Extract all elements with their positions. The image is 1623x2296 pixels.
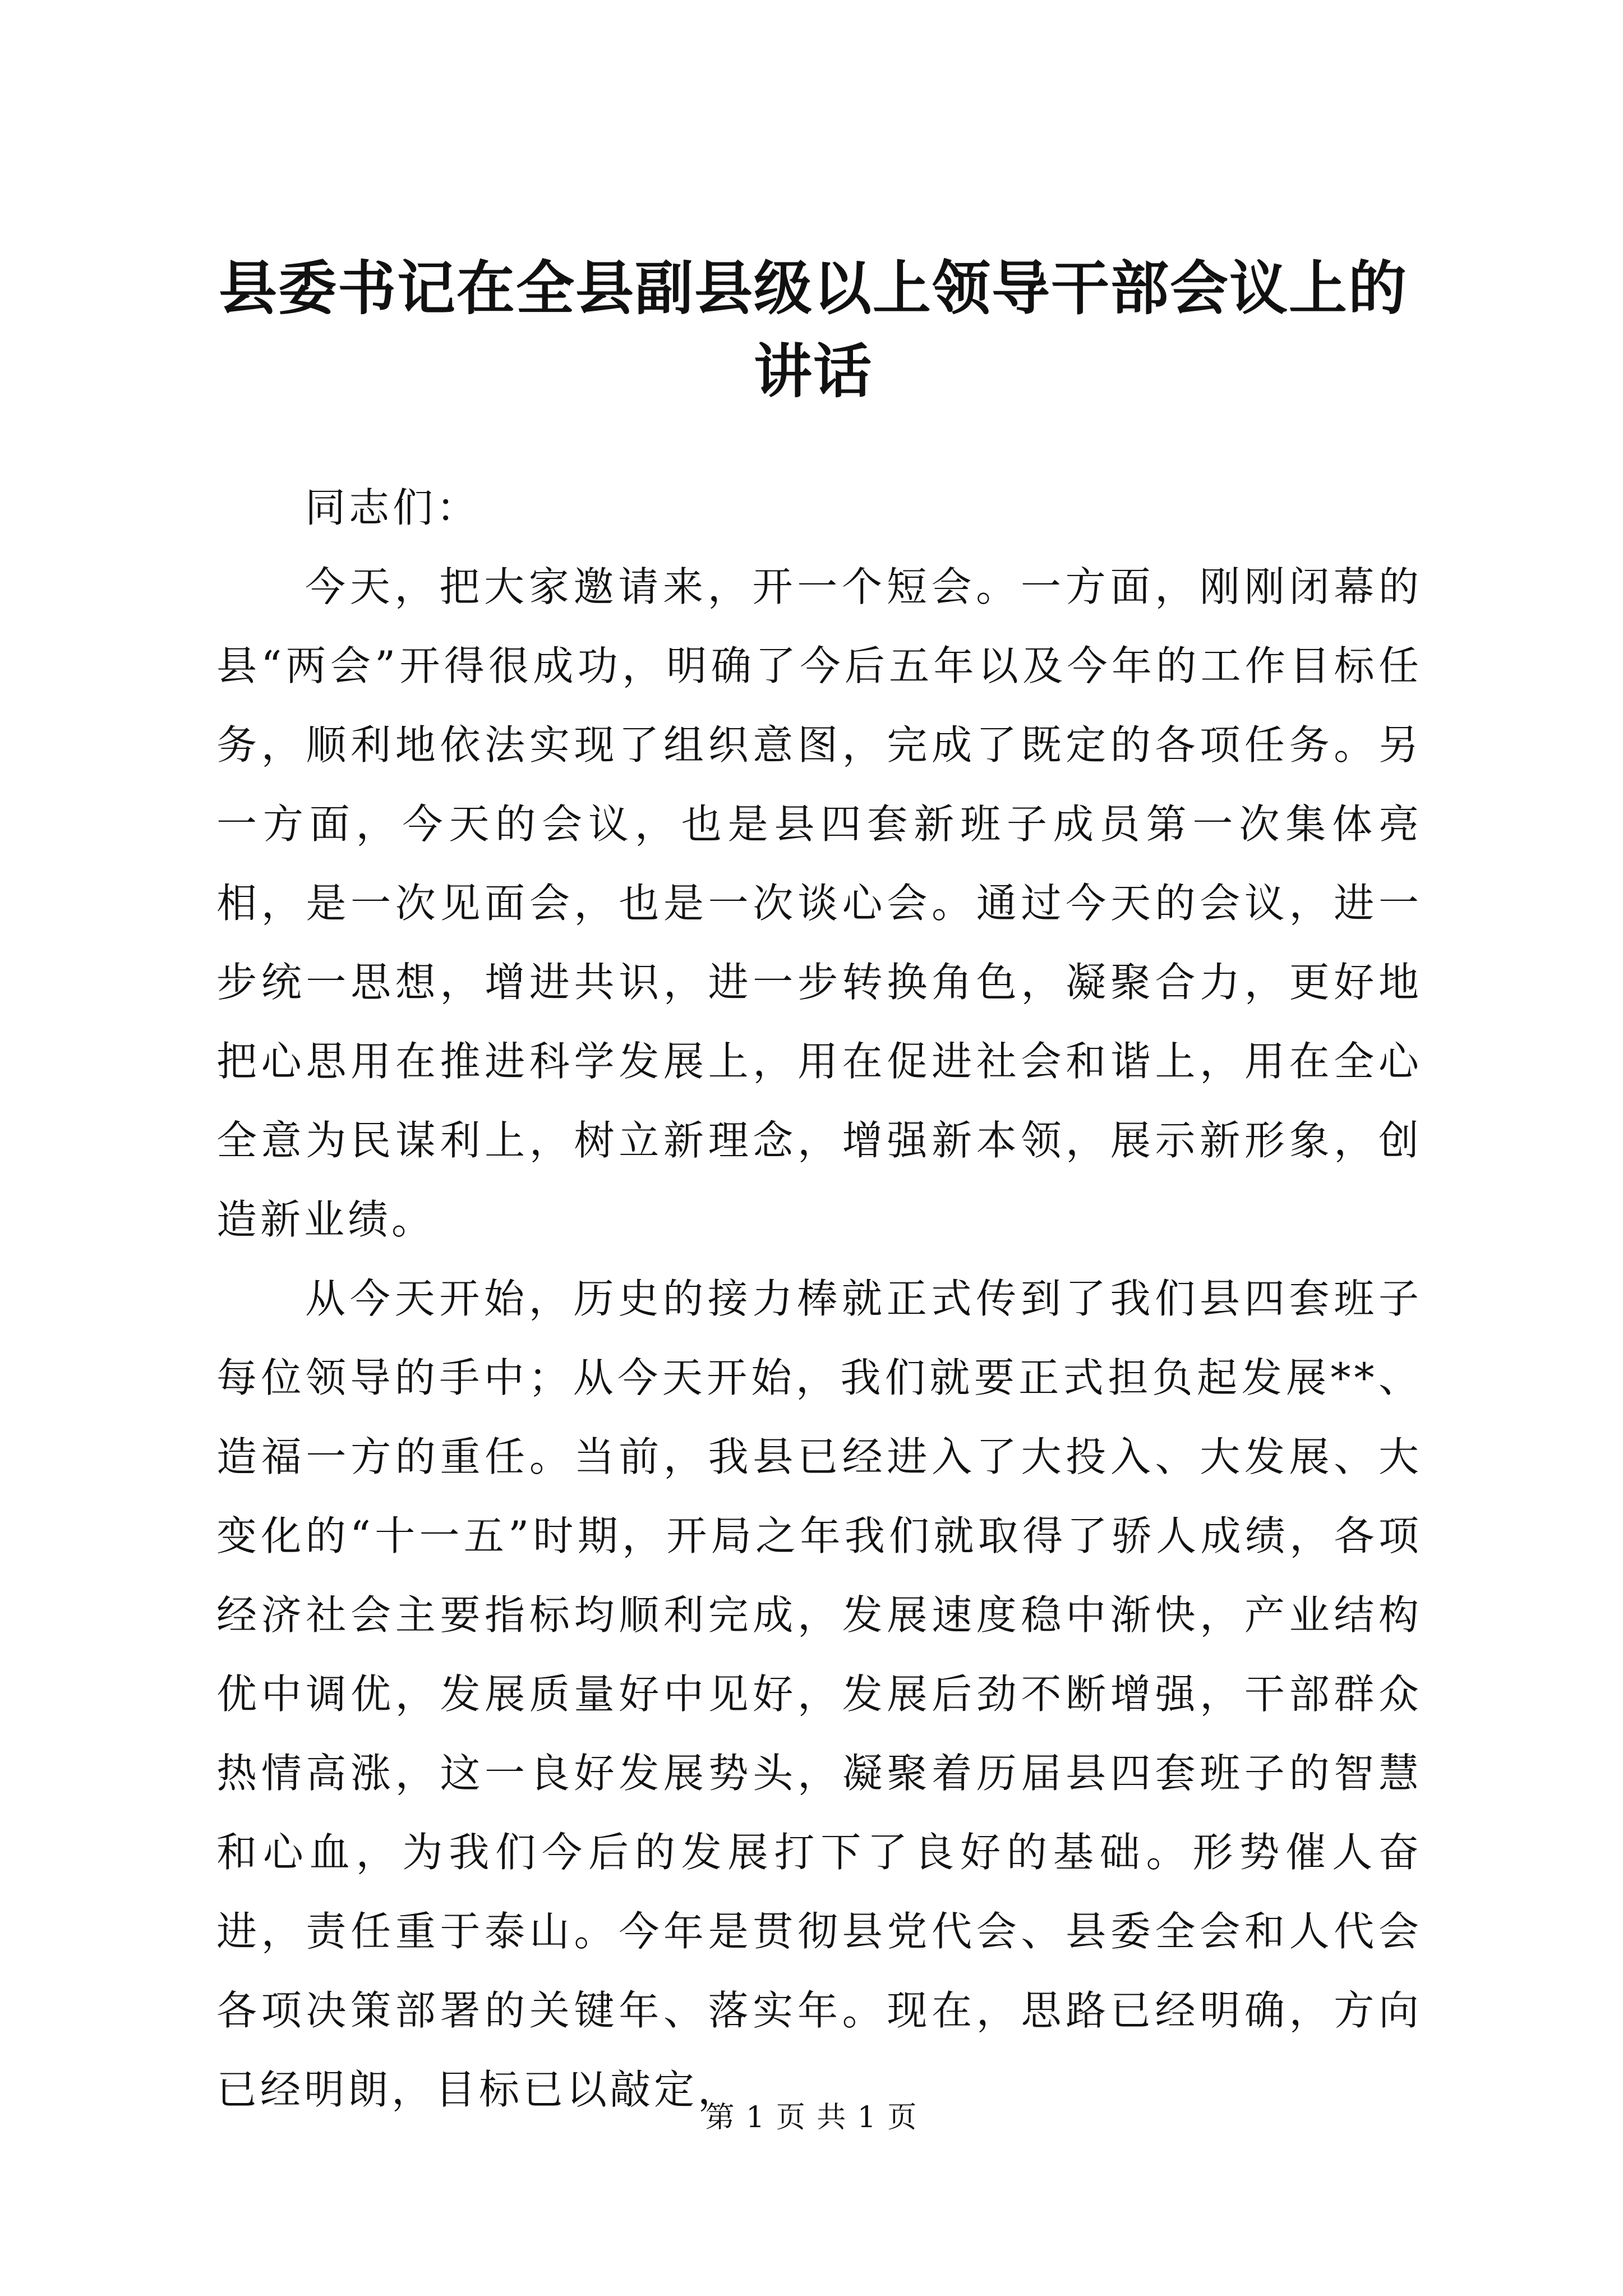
salutation: 同志们： xyxy=(305,484,481,531)
document-body xyxy=(216,468,1422,2129)
page-number-footer: 第 1 页 共 1 页 xyxy=(705,2101,918,2134)
paragraph-1: 今天，把大家邀请来，开一个短会。一方面，刚刚闭幕的县“两会”开得很成功，明确了今后五年以及今年的工作目标任务，顺利地依法实现了组织意图，完成了既定的各项任务。另一方面，今天的会议，也是县四套新班子成员第一次集体亮相，是一次见面会，也是一次谈心会。通过今天的会议，进一步统一思想，增进共识，进一步转换角色，凝聚合力，更好地把心思用在推进科学发展上，用在促进社会和谐上，用在全心全意为民谋利上，树立新理念，增强新本领，展示新形象，创造新业绩。 xyxy=(216,563,1422,1243)
paragraph-2: 从今天开始，历史的接力棒就正式传到了我们县四套班子每位领导的手中；从今天开始，我们就要正式担负起发展**、造福一方的重任。当前，我县已经进入了大投入、大发展、大变化的“十一五”时期，开局之年我们就取得了骄人成绩，各项经济社会主要指标均顺利完成，发展速度稳中渐快，产业结构优中调优，发展质量好中见好，发展后劲不断增强，干部群众热情高涨，这一良好发展势头，凝聚着历届县四套班子的智慧和心血，为我们今后的发展打下了良好的基础。形势催人奋进，责任重于泰山。今年是贯彻县党代会、县委全会和人代会各项决策部署的关键年、落实年。现在，思路已经明确，方向已经明朗，目标已以敲定， xyxy=(216,1275,1422,2113)
title-line-1: 县委书记在全县副县级以上领导干部会议上的 xyxy=(218,254,1408,323)
document-title xyxy=(202,247,1424,413)
title-line-2: 讲话 xyxy=(753,337,873,406)
